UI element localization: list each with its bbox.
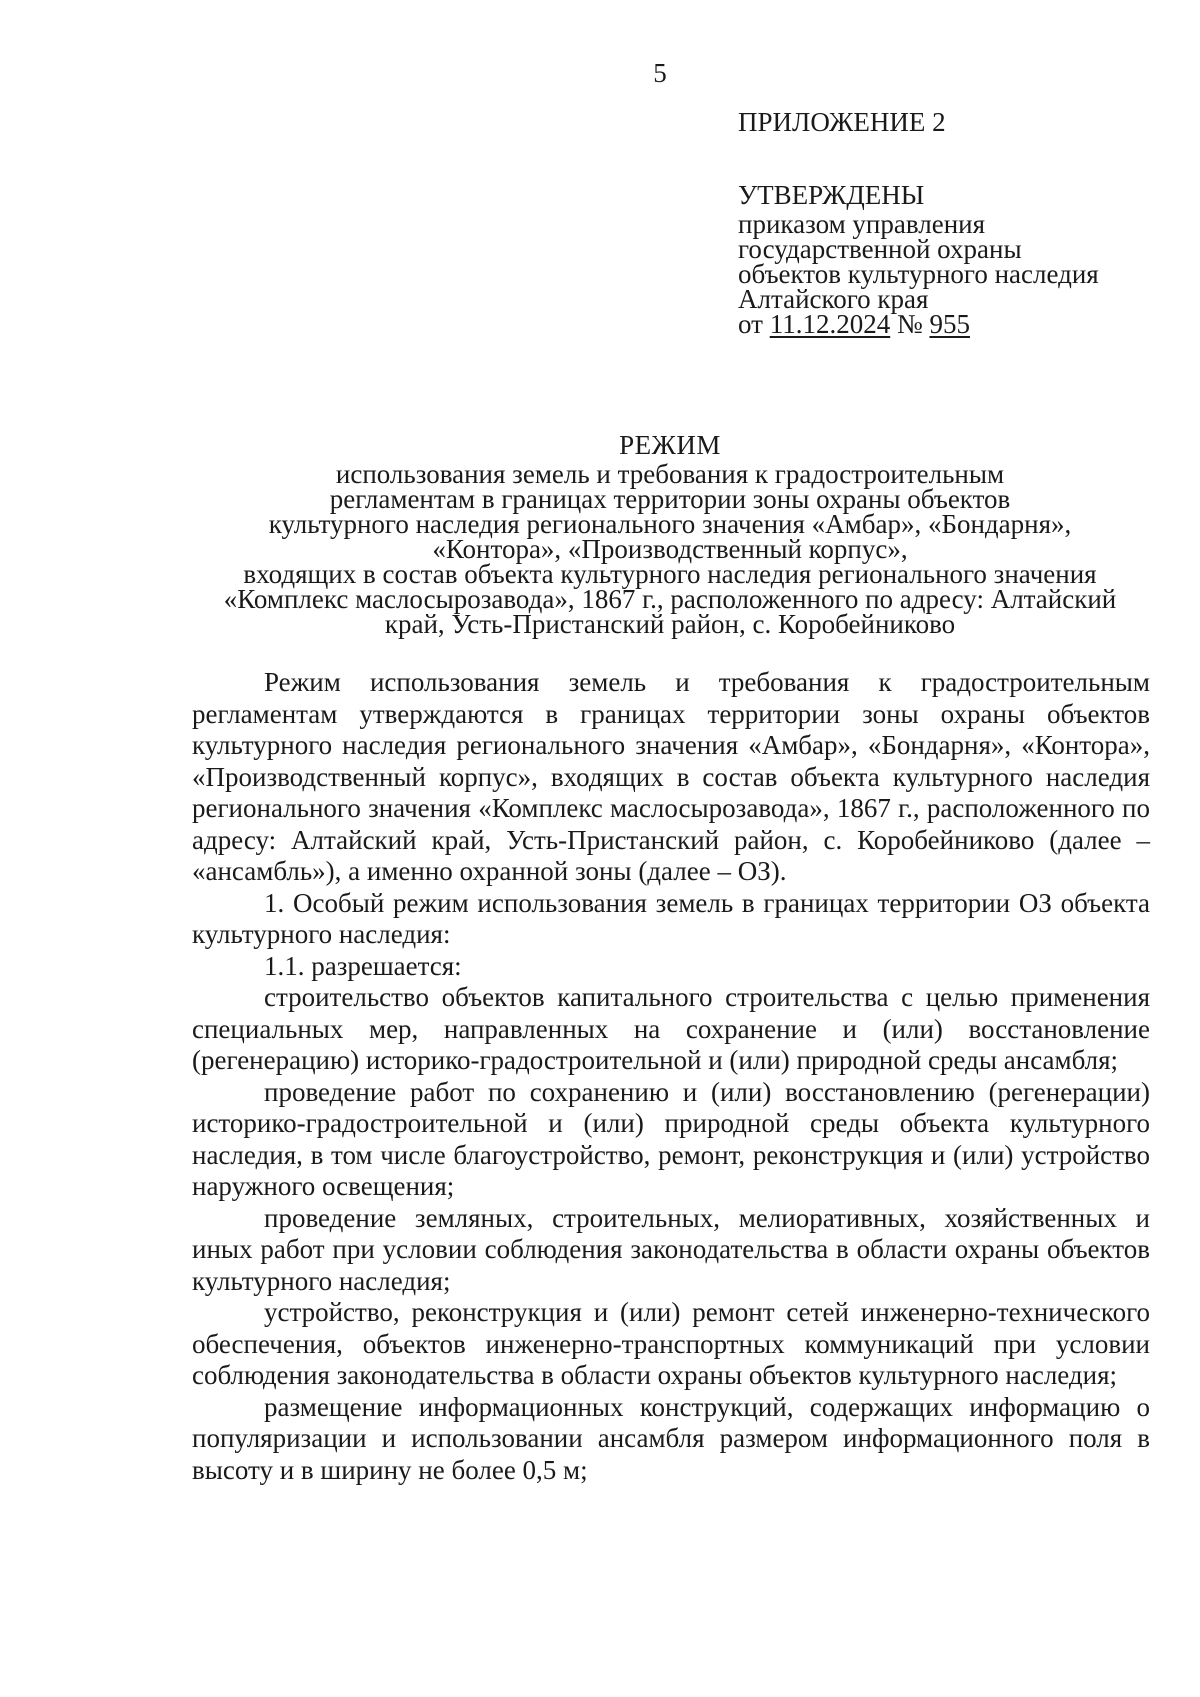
list-paragraph: проведение работ по сохранению и (или) восстановлению (регенерации) историко-градостроительной и (или) природной среды объекта культурного наследия, в том числе благоустройство, ремонт, реконструкция и (или) устройство наружного освещения; xyxy=(192,1076,1150,1201)
title-line: регламентам в границах территории зоны охраны объектов xyxy=(329,484,1011,514)
approval-date-line xyxy=(738,309,1178,339)
document-body xyxy=(192,667,1150,1486)
approval-stamp-block xyxy=(738,107,1178,339)
title-line: входящих в состав объекта культурного наследия регионального значения xyxy=(243,559,1097,589)
appendix-label: ПРИЛОЖЕНИЕ 2 xyxy=(738,107,946,137)
document-title-block xyxy=(170,428,1170,637)
number-prefix: № xyxy=(890,309,930,339)
title-line: «Комплекс маслосырозавода», 1867 г., расположенного по адресу: Алтайский xyxy=(223,584,1117,614)
order-date: 11.12.2024 xyxy=(769,309,891,339)
document-title: РЕЖИМ xyxy=(619,430,721,460)
title-line: использования земель и требования к градостроительным xyxy=(335,459,1005,489)
order-number: 955 xyxy=(929,309,970,339)
list-paragraph: строительство объектов капитального строительства с целью применения специальных мер, направленных на сохранение и (или) восстановление (регенерацию) историко-градостроительной и (или) природной среды ансамбля; xyxy=(192,982,1150,1075)
list-paragraph: проведение земляных, строительных, мелиоративных, хозяйственных и иных работ при условии соблюдения законодательства в области охраны объектов культурного наследия; xyxy=(192,1202,1150,1296)
list-paragraph: размещение информационных конструкций, содержащих информацию о популяризации и использовании ансамбля размером информационного поля в высоту и в ширину не более 0,5 м; xyxy=(192,1391,1150,1485)
intro-paragraph: Режим использования земель и требования к градостроительным регламентам утверждаются в границах территории зоны охраны объектов культурного наследия регионального значения «Амбар», «Бондарня», «Контора», «Производственный корпус», входящих в состав объекта культурного наследия регионального значения «Комплекс маслосырозавода», 1867 г., расположенного по адресу: Алтайский край, Усть-Пристанский район, с. Коробейниково (далее – «ансамбль»), а именно охранной зоны (далее – ОЗ). xyxy=(192,667,1150,886)
title-line: культурного наследия регионального значения «Амбар», «Бондарня», xyxy=(268,509,1072,539)
approval-line: Алтайского края xyxy=(738,284,929,314)
subsection-heading: 1.1. разрешается: xyxy=(264,950,462,981)
approval-line: государственной охраны xyxy=(738,234,1022,264)
date-prefix: от xyxy=(738,309,770,339)
section-heading: 1. Особый режим использования земель в границах территории ОЗ объекта культурного наследия: xyxy=(192,887,1150,949)
title-line: «Контора», «Производственный корпус», xyxy=(432,534,908,564)
approved-heading: УТВЕРЖДЕНЫ xyxy=(738,180,925,210)
title-line: край, Усть-Пристанский район, с. Коробейниково xyxy=(384,609,956,639)
approval-line: объектов культурного наследия xyxy=(738,259,1099,289)
list-paragraph: устройство, реконструкция и (или) ремонт сетей инженерно-технического обеспечения, объектов инженерно-транспортных коммуникаций при условии соблюдения законодательства в области охраны объектов культурного наследия; xyxy=(192,1297,1150,1390)
approval-line: приказом управления xyxy=(738,209,986,239)
page-number: 5 xyxy=(653,58,667,88)
